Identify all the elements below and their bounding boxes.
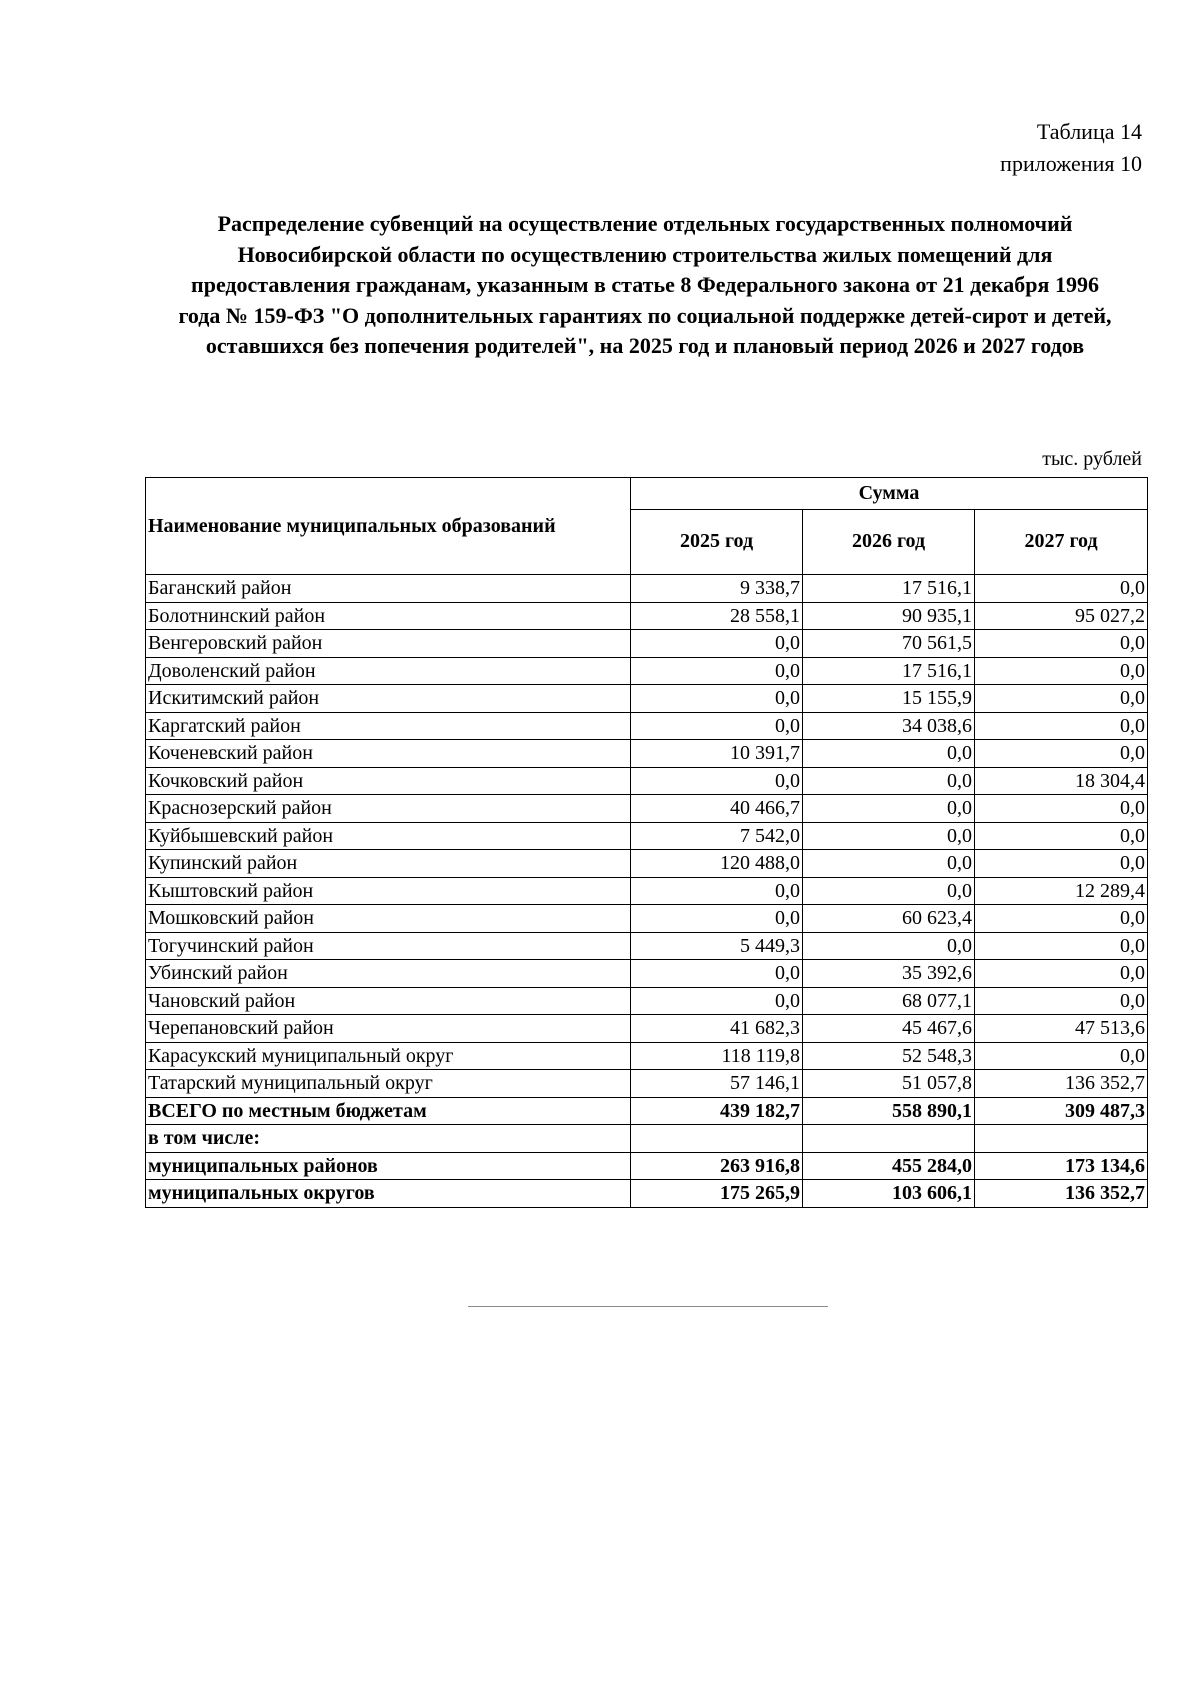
table-row <box>146 712 1148 740</box>
value-2026: 52 548,3 <box>803 1042 975 1070</box>
title-line: Распределение субвенций на осуществление отдельных государственных полномочий <box>217 211 1073 236</box>
value-2027: 0,0 <box>975 685 1148 713</box>
row-name: Болотнинский район <box>146 602 631 630</box>
row-name: Мошковский район <box>146 905 631 933</box>
value-2026: 51 057,8 <box>803 1070 975 1098</box>
value-2027: 0,0 <box>975 740 1148 768</box>
value-2025: 439 182,7 <box>631 1097 803 1125</box>
value-2025: 28 558,1 <box>631 602 803 630</box>
value-2027: 0,0 <box>975 630 1148 658</box>
value-2026: 0,0 <box>803 850 975 878</box>
value-2026: 60 623,4 <box>803 905 975 933</box>
row-name: Черепановский район <box>146 1015 631 1043</box>
row-name: муниципальных округов <box>146 1180 631 1208</box>
value-2025: 0,0 <box>631 767 803 795</box>
value-2025: 0,0 <box>631 657 803 685</box>
value-2026: 68 077,1 <box>803 987 975 1015</box>
table-row <box>146 960 1148 988</box>
value-2025: 118 119,8 <box>631 1042 803 1070</box>
value-2026: 70 561,5 <box>803 630 975 658</box>
value-2027: 12 289,4 <box>975 877 1148 905</box>
value-2026: 0,0 <box>803 795 975 823</box>
table-row <box>146 1097 1148 1125</box>
subvention-table <box>145 477 1148 1208</box>
value-2027: 0,0 <box>975 932 1148 960</box>
value-2026: 35 392,6 <box>803 960 975 988</box>
table-row <box>146 822 1148 850</box>
value-2025: 0,0 <box>631 905 803 933</box>
value-2025 <box>631 1125 803 1153</box>
value-2026: 558 890,1 <box>803 1097 975 1125</box>
table-body <box>146 575 1148 1208</box>
table-row <box>146 575 1148 603</box>
value-2026: 455 284,0 <box>803 1152 975 1180</box>
table-reference <box>1000 116 1142 180</box>
row-name: ВСЕГО по местным бюджетам <box>146 1097 631 1125</box>
table-row <box>146 1042 1148 1070</box>
value-2027: 136 352,7 <box>975 1070 1148 1098</box>
title-line: Новосибирской области по осуществлению строительства жилых помещений для <box>237 241 1053 267</box>
value-2027: 0,0 <box>975 822 1148 850</box>
value-2025: 41 682,3 <box>631 1015 803 1043</box>
value-2026: 0,0 <box>803 822 975 850</box>
value-2027: 0,0 <box>975 987 1148 1015</box>
value-2027: 173 134,6 <box>975 1152 1148 1180</box>
title-line: оставшихся без попечения родителей", на 2025 год и плановый период 2026 и 2027 годов <box>205 333 1085 358</box>
row-name: Кыштовский район <box>146 877 631 905</box>
row-name: Куйбышевский район <box>146 822 631 850</box>
value-2025: 7 542,0 <box>631 822 803 850</box>
header-year-2026: 2026 год <box>803 509 975 574</box>
value-2025: 175 265,9 <box>631 1180 803 1208</box>
value-2027: 0,0 <box>975 960 1148 988</box>
appendix-number: приложения 10 <box>1000 151 1142 176</box>
row-name: Татарский муниципальный округ <box>146 1070 631 1098</box>
value-2026: 103 606,1 <box>803 1180 975 1208</box>
table-row <box>146 630 1148 658</box>
row-name: Каргатский район <box>146 712 631 740</box>
unit-label: тыс. рублей <box>1042 448 1142 470</box>
row-name: Коченевский район <box>146 740 631 768</box>
table-row <box>146 1180 1148 1208</box>
document-title <box>140 209 1150 362</box>
end-rule <box>468 1306 828 1307</box>
table-row <box>146 1152 1148 1180</box>
value-2026: 17 516,1 <box>803 657 975 685</box>
value-2025: 0,0 <box>631 987 803 1015</box>
table-row <box>146 685 1148 713</box>
header-name: Наименование муниципальных образований <box>146 478 631 575</box>
value-2027: 136 352,7 <box>975 1180 1148 1208</box>
value-2026: 0,0 <box>803 877 975 905</box>
value-2025: 0,0 <box>631 685 803 713</box>
table-row <box>146 987 1148 1015</box>
table-row <box>146 905 1148 933</box>
value-2026: 15 155,9 <box>803 685 975 713</box>
table-row <box>146 850 1148 878</box>
value-2027: 0,0 <box>975 905 1148 933</box>
row-name: Тогучинский район <box>146 932 631 960</box>
row-name: муниципальных районов <box>146 1152 631 1180</box>
header-sum: Сумма <box>631 478 1148 510</box>
value-2025: 0,0 <box>631 877 803 905</box>
row-name: в том числе: <box>146 1125 631 1153</box>
title-line: предоставления гражданам, указанным в статье 8 Федерального закона от 21 декабря 1996 <box>191 272 1099 297</box>
value-2026: 17 516,1 <box>803 575 975 603</box>
value-2026 <box>803 1125 975 1153</box>
value-2027 <box>975 1125 1148 1153</box>
table-row <box>146 1125 1148 1153</box>
value-2027: 0,0 <box>975 1042 1148 1070</box>
table-row <box>146 795 1148 823</box>
row-name: Краснозерский район <box>146 795 631 823</box>
value-2026: 34 038,6 <box>803 712 975 740</box>
value-2025: 5 449,3 <box>631 932 803 960</box>
value-2026: 0,0 <box>803 767 975 795</box>
value-2025: 120 488,0 <box>631 850 803 878</box>
value-2027: 0,0 <box>975 795 1148 823</box>
value-2027: 309 487,3 <box>975 1097 1148 1125</box>
header-year-2027: 2027 год <box>975 509 1148 574</box>
value-2025: 0,0 <box>631 712 803 740</box>
value-2027: 0,0 <box>975 657 1148 685</box>
value-2027: 0,0 <box>975 850 1148 878</box>
row-name: Искитимский район <box>146 685 631 713</box>
title-line: года № 159-ФЗ "О дополнительных гарантиях по социальной поддержке детей-сирот и детей, <box>178 302 1112 328</box>
value-2026: 45 467,6 <box>803 1015 975 1043</box>
value-2025: 0,0 <box>631 960 803 988</box>
row-name: Купинский район <box>146 850 631 878</box>
table-row <box>146 602 1148 630</box>
table-row <box>146 767 1148 795</box>
table-row <box>146 932 1148 960</box>
value-2026: 0,0 <box>803 932 975 960</box>
value-2025: 0,0 <box>631 630 803 658</box>
value-2026: 0,0 <box>803 740 975 768</box>
table-row <box>146 1070 1148 1098</box>
value-2026: 90 935,1 <box>803 602 975 630</box>
value-2025: 57 146,1 <box>631 1070 803 1098</box>
row-name: Кочковский район <box>146 767 631 795</box>
value-2025: 40 466,7 <box>631 795 803 823</box>
value-2027: 47 513,6 <box>975 1015 1148 1043</box>
table-number: Таблица 14 <box>1036 119 1142 144</box>
row-name: Карасукский муниципальный округ <box>146 1042 631 1070</box>
value-2027: 18 304,4 <box>975 767 1148 795</box>
row-name: Убинский район <box>146 960 631 988</box>
table-row <box>146 877 1148 905</box>
value-2025: 263 916,8 <box>631 1152 803 1180</box>
header-year-2025: 2025 год <box>631 509 803 574</box>
table-row <box>146 740 1148 768</box>
row-name: Баганский район <box>146 575 631 603</box>
table-row <box>146 657 1148 685</box>
row-name: Доволенский район <box>146 657 631 685</box>
value-2027: 0,0 <box>975 575 1148 603</box>
value-2027: 95 027,2 <box>975 602 1148 630</box>
row-name: Венгеровский район <box>146 630 631 658</box>
value-2025: 10 391,7 <box>631 740 803 768</box>
row-name: Чановский район <box>146 987 631 1015</box>
value-2027: 0,0 <box>975 712 1148 740</box>
table-row <box>146 1015 1148 1043</box>
value-2025: 9 338,7 <box>631 575 803 603</box>
